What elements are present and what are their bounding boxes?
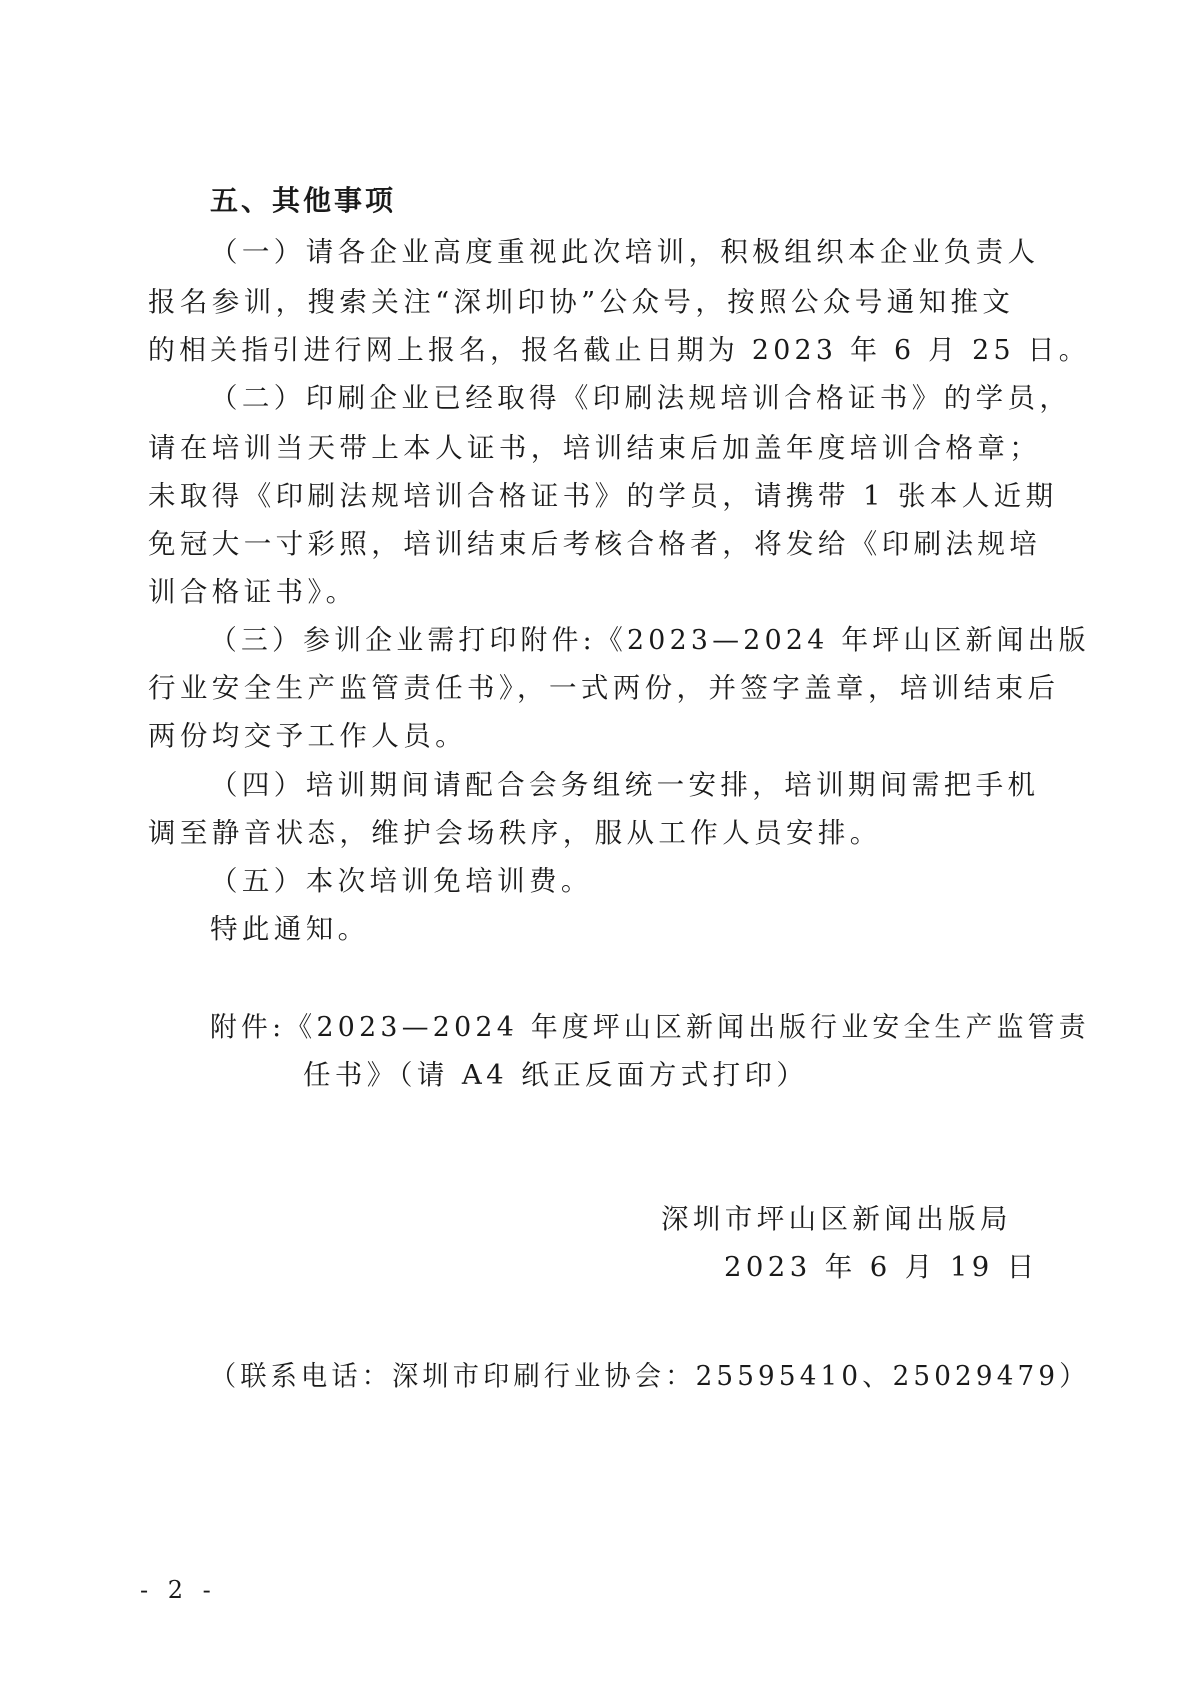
paragraph-line: 未取得《印刷法规培训合格证书》的学员，请携带 1 张本人近期 [148, 480, 1058, 512]
paragraph-line: 行业安全生产监管责任书》，一式两份，并签字盖章，培训结束后 [148, 672, 1060, 704]
paragraph-line: 请在培训当天带上本人证书，培训结束后加盖年度培训合格章； [148, 432, 1042, 464]
paragraph-line: （五）本次培训免培训费。 [210, 865, 593, 897]
paragraph-line: （三）参训企业需打印附件:《2023—2024 年坪山区新闻出版 [210, 624, 1090, 656]
paragraph-line: 训合格证书》。 [148, 576, 358, 608]
paragraph-line: 免冠大一寸彩照，培训结束后考核合格者，将发给《印刷法规培 [148, 528, 1042, 560]
paragraph-line: （四）培训期间请配合会务组统一安排，培训期间需把手机 [210, 769, 1040, 801]
paragraph-line: 的相关指引进行网上报名，报名截止日期为 2023 年 6 月 25 日。 [148, 334, 1090, 366]
paragraph-line: （二）印刷企业已经取得《印刷法规培训合格证书》的学员， [210, 382, 1072, 414]
signature-date: 2023 年 6 月 19 日 [724, 1251, 1039, 1283]
closing-text: 特此通知。 [210, 913, 370, 945]
attachment-line: 任书》（请 A4 纸正反面方式打印） [303, 1059, 809, 1091]
page-number: - 2 - [140, 1576, 217, 1604]
attachment-line: 附件:《2023—2024 年度坪山区新闻出版行业安全生产监管责 [210, 1011, 1090, 1043]
paragraph-line: （一）请各企业高度重视此次培训，积极组织本企业负责人 [210, 236, 1040, 268]
paragraph-line: 报名参训，搜索关注“深圳印协”公众号，按照公众号通知推文 [148, 286, 1015, 318]
signature-org: 深圳市坪山区新闻出版局 [661, 1203, 1012, 1235]
paragraph-line: 调至静音状态，维护会场秩序，服从工作人员安排。 [148, 817, 882, 849]
contact-info: （联系电话：深圳市印刷行业协会：25595410、25029479） [210, 1360, 1090, 1392]
paragraph-line: 两份均交予工作人员。 [148, 720, 467, 752]
section-heading: 五、其他事项 [210, 184, 397, 217]
